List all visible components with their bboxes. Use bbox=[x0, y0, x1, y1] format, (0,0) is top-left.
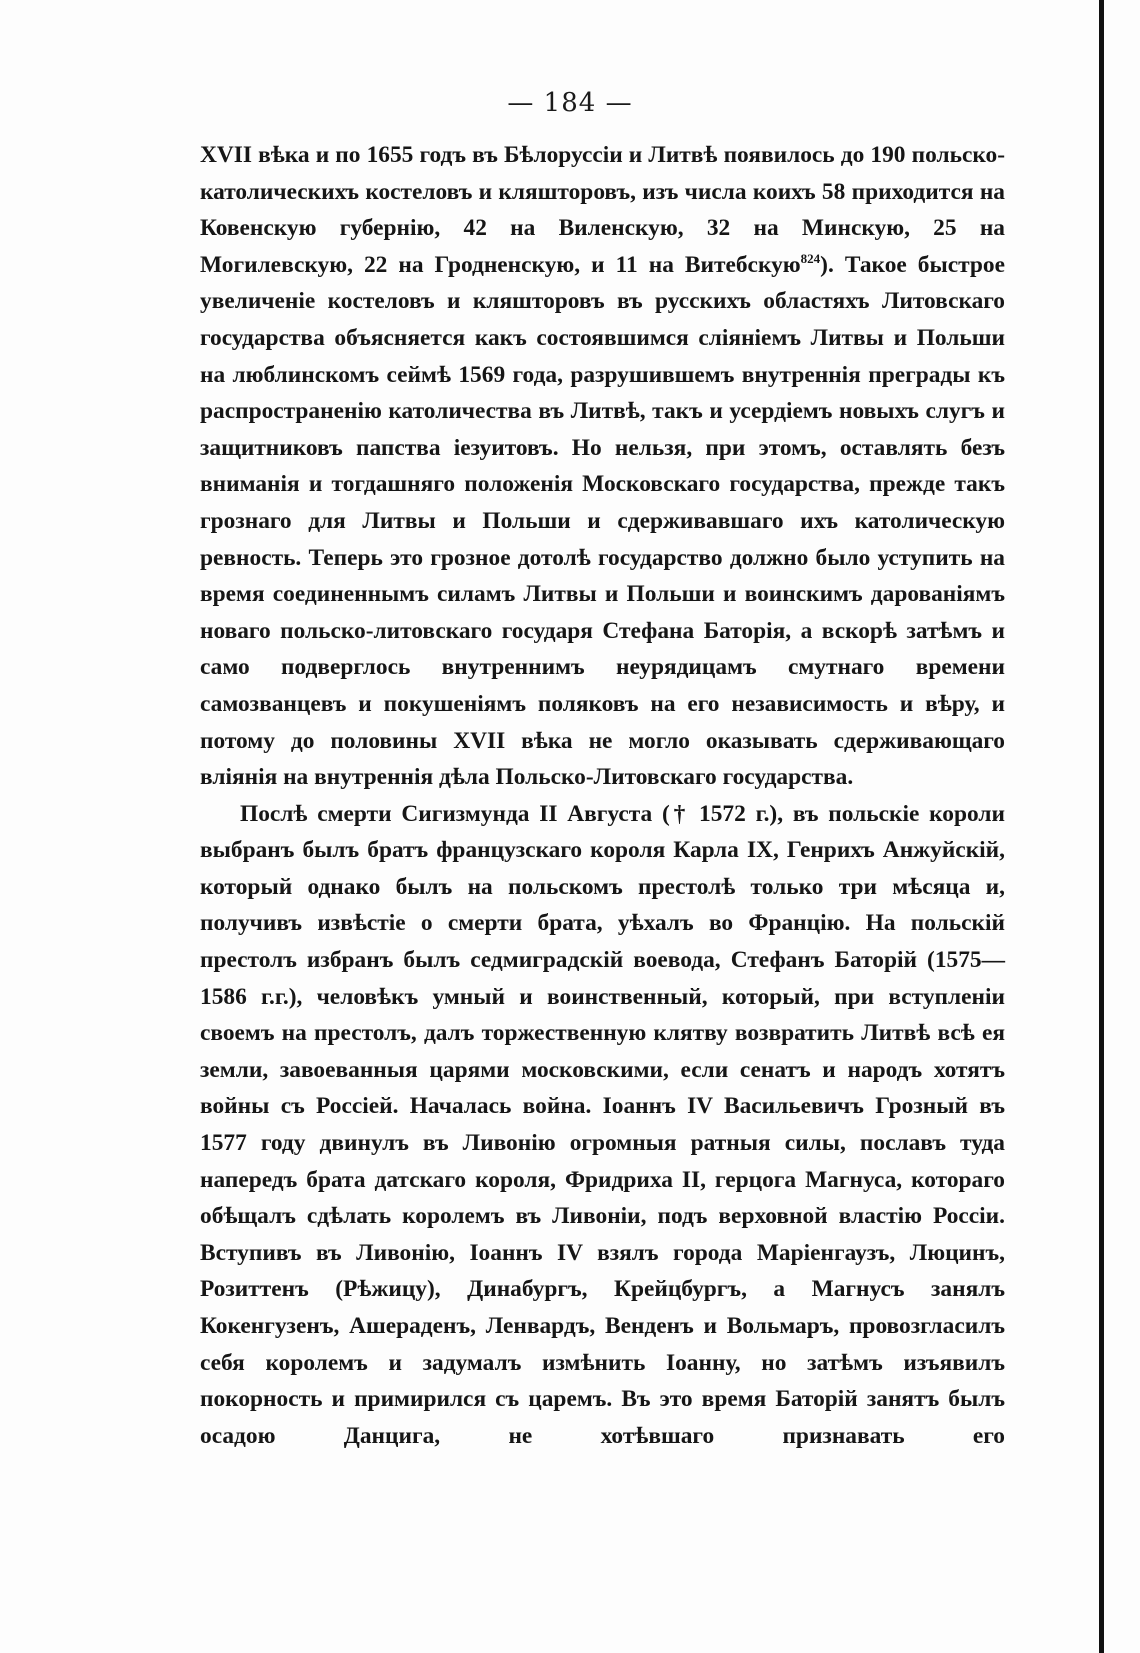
paragraph-1-text: XVII вѣка и по 1655 годъ въ Бѣлоруссіи и Литвѣ появилось до 190 польско-католическихъ костеловъ и кляшторовъ, изъ числа коихъ 58 приходится на Ковенскую губернію, 42 на Виленскую, 32 на Минскую, 25 на Могилевскую, 22 на Гродненскую, и 11 на Витебскую bbox=[200, 142, 1005, 278]
paragraph-2 bbox=[200, 796, 1005, 1455]
paragraph-1-text-continued: ). Такое быстрое увеличеніе костеловъ и кляшторовъ въ русскихъ областяхъ Литовскаго государства объясняется какъ состоявшимся сліяніемъ Литвы и Польши на люблинскомъ сеймѣ 1569 года, разрушившемъ внутреннія преграды къ распространенію католичества въ Литвѣ, такъ и усердіемъ новыхъ слугъ и защитниковъ папства іезуитовъ. Но нельзя, при этомъ, оставлять безъ вниманія и тогдашняго положенія Московскаго государства, прежде такъ грознаго для Литвы и Польши и сдерживавшаго ихъ католическую ревность. Теперь это грозное дотолѣ государство должно было уступить на время соединеннымъ силамъ Литвы и Польши и воинскимъ дарованіямъ новаго польско-литовскаго государя Стефана Баторія, а вскорѣ затѣмъ и само подверглось внутреннимъ неурядицамъ смутнаго времени самозванцевъ и покушеніямъ поляковъ на его независимость и вѣру, и потому до половины XVII вѣка не могло оказывать сдерживающаго вліянія на внутреннія дѣла Польско-Литовскаго государства. bbox=[200, 251, 1006, 791]
paragraph-2-text: Послѣ смерти Сигизмунда II Августа († 1572 г.), въ польскіе короли выбранъ былъ братъ французскаго короля Карла IX, Генрихъ Анжуйскій, который однако былъ на польскомъ престолѣ только три мѣсяца и, получивъ извѣстіе о смерти брата, уѣхалъ во Францію. На польскій престолъ избранъ былъ седмиградскій воевода, Стефанъ Баторій (1575—1586 г.г.), человѣкъ умный и воинственный, который, при вступленіи своемъ на престолъ, далъ торжественную клятву возвратить Литвѣ всѣ ея земли, завоеванныя царями московскими, если сенатъ и народъ хотятъ войны съ Россіей. Началась война. Іоаннъ IV Васильевичъ Грозный въ 1577 году двинулъ въ Ливонію огромныя ратныя силы, пославъ туда напередъ брата датскаго короля, Фридриха II, герцога Магнуса, котораго обѣщалъ сдѣлать королемъ въ Ливоніи, подъ верховной властію Россіи. Вступивъ въ Ливонію, Іоаннъ IV взялъ города Маріенгаузъ, Люцинъ, Розиттенъ (Рѣжицу), Динабургъ, Крейцбургъ, а Магнусъ занялъ Кокенгузенъ, Ашераденъ, Ленвардъ, Венденъ и Вольмаръ, провозгласилъ себя королемъ и задумалъ измѣнить Іоанну, но затѣмъ изъявилъ покорность и примирился съ царемъ. Въ это время Баторій занятъ былъ осадою Данцига, не хотѣвшаго признавать его bbox=[200, 800, 1005, 1449]
body-text bbox=[200, 137, 1005, 1454]
footnote-reference: 824 bbox=[800, 250, 821, 266]
page-number: — 184 — bbox=[507, 88, 633, 118]
paragraph-1 bbox=[200, 137, 1005, 796]
scan-edge-line bbox=[1099, 0, 1104, 1653]
